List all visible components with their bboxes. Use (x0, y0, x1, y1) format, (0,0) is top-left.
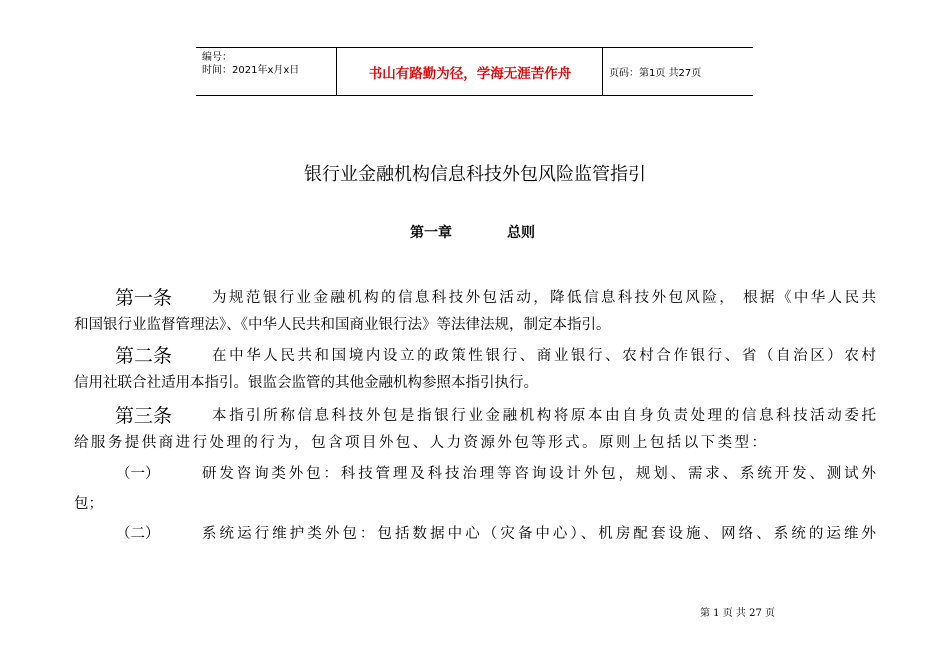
header-motto: 书山有路勤为径，学海无涯苦作舟 (368, 65, 572, 82)
article-3-heading: 第三条 (115, 405, 173, 427)
item-2-number: （二） (116, 526, 160, 542)
header-divider (336, 48, 337, 95)
document-title: 银行业金融机构信息科技外包风险监管指引 (304, 164, 646, 185)
header-page-info: 页码：第1页 共27页 (609, 68, 702, 79)
article-3-line-2: 给服务提供商进行处理的行为，包含项目外包、人力资源外包等形式。原则上包括以下类型： (74, 435, 766, 451)
article-3-line-1: 本指引所称信息科技外包是指银行业金融机构将原本由自身负责处理的信息科技活动委托 (212, 408, 876, 424)
header-divider (602, 48, 603, 95)
article-1-line-1: 为规范银行业金融机构的信息科技外包活动，降低信息科技外包风险， 根据《中华人民共 (212, 290, 876, 306)
header-info-cell (202, 51, 299, 77)
article-1-line-2: 和国银行业监督管理法》、《中华人民共和国商业银行法》等法律法规，制定本指引。 (74, 317, 611, 333)
header-number-label: 编号： (202, 52, 232, 63)
article-1-heading: 第一条 (115, 287, 173, 309)
article-2-line-2: 信用社联合社适用本指引。银监会监管的其他金融机构参照本指引执行。 (74, 375, 538, 391)
item-2-line-1: 系统运行维护类外包：包括数据中心（灾备中心）、机房配套设施、网络、系统的运维外 (202, 526, 876, 542)
article-2-line-1: 在中华人民共和国境内设立的政策性银行、商业银行、农村合作银行、省（自治区）农村 (212, 348, 876, 364)
article-2-heading: 第二条 (115, 345, 173, 367)
page-footer: 第 1 页 共 27 页 (700, 608, 775, 619)
chapter-number: 第一章 (410, 225, 452, 241)
item-1-number: （一） (116, 466, 160, 482)
header-time-label: 时间：2021年x月x日 (202, 65, 300, 76)
item-1-line-2: 包； (74, 496, 103, 512)
chapter-name: 总则 (507, 225, 535, 241)
item-1-line-1: 研发咨询类外包：科技管理及科技治理等咨询设计外包，规划、需求、系统开发、测试外 (202, 466, 876, 482)
document-header (196, 47, 753, 96)
